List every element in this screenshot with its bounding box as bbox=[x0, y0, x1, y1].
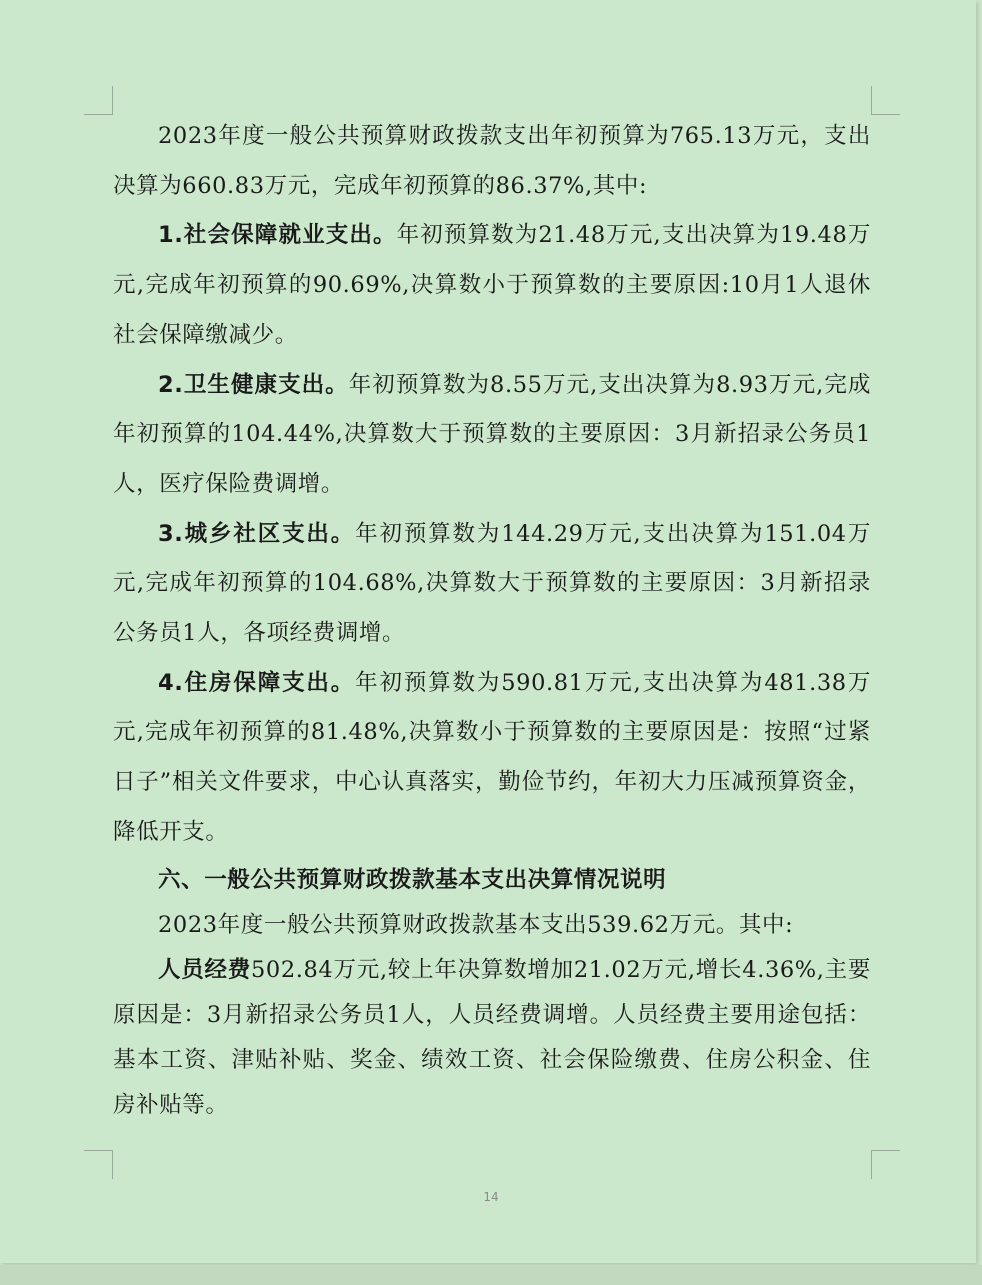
crop-mark-bottom-left bbox=[84, 1150, 113, 1179]
item-text-housing: 年初预算数为590.81万元,支出决算为481.38万元,完成年初预算的81.48%,决算数小于预算数的主要原因是：按照“过紧日子”相关文件要求，中心认真落实，勤俭节约，年初大力压减预算资金，降低开支。 bbox=[113, 669, 872, 845]
crop-mark-bottom-right bbox=[871, 1150, 900, 1179]
paragraph-housing bbox=[113, 659, 871, 858]
section-heading: 六、一般公共预算财政拨款基本支出决算情况说明 bbox=[158, 866, 667, 893]
item-text-social-security: 年初预算数为21.48万元,支出决算为19.48万元,完成年初预算的90.69%,决算数小于预算数的主要原因:10月1人退休社会保障缴减少。 bbox=[113, 222, 871, 348]
crop-mark-top-right bbox=[871, 86, 900, 115]
item-title-social-security: 1.社会保障就业支出。 bbox=[158, 222, 397, 249]
paragraph-personnel-expenses bbox=[113, 948, 871, 1128]
item-title-personnel: 人员经费 bbox=[158, 956, 251, 983]
item-title-housing: 4.住房保障支出。 bbox=[158, 669, 356, 696]
paragraph-health bbox=[113, 361, 871, 510]
paragraph-basic-expenditure: 2023年度一般公共预算财政拨款基本支出539.62万元。其中: bbox=[158, 911, 794, 938]
item-text-health: 年初预算数为8.55万元,支出决算为8.93万元,完成年初预算的104.44%,决算数大于预算数的主要原因：3月新招录公务员1人，医疗保险费调增。 bbox=[113, 371, 871, 497]
crop-mark-top-left bbox=[84, 86, 113, 115]
item-title-health: 2.卫生健康支出。 bbox=[158, 371, 349, 398]
item-title-urban-rural: 3.城乡社区支出。 bbox=[158, 520, 356, 547]
page-number: 14 bbox=[483, 1190, 499, 1204]
paragraph-expenditure-summary: 2023年度一般公共预算财政拨款支出年初预算为765.13万元，支出决算为660.83万元，完成年初预算的86.37%,其中: bbox=[113, 123, 871, 199]
paragraph-social-security bbox=[113, 211, 871, 360]
item-text-urban-rural: 年初预算数为144.29万元,支出决算为151.04万元,完成年初预算的104.68%,决算数大于预算数的主要原因：3月新招录公务员1人，各项经费调增。 bbox=[113, 520, 872, 647]
item-text-personnel: 502.84万元,较上年决算数增加21.02万元,增长4.36%,主要原因是：3月新招录公务员1人，人员经费调增。人员经费主要用途包括：基本工资、津贴补贴、奖金、绩效工资、社会保险缴费、住房公积金、住房补贴等。 bbox=[113, 956, 872, 1118]
document-body bbox=[113, 112, 871, 1128]
bottom-margin-band bbox=[0, 1265, 982, 1285]
paragraph-urban-rural bbox=[113, 510, 871, 659]
